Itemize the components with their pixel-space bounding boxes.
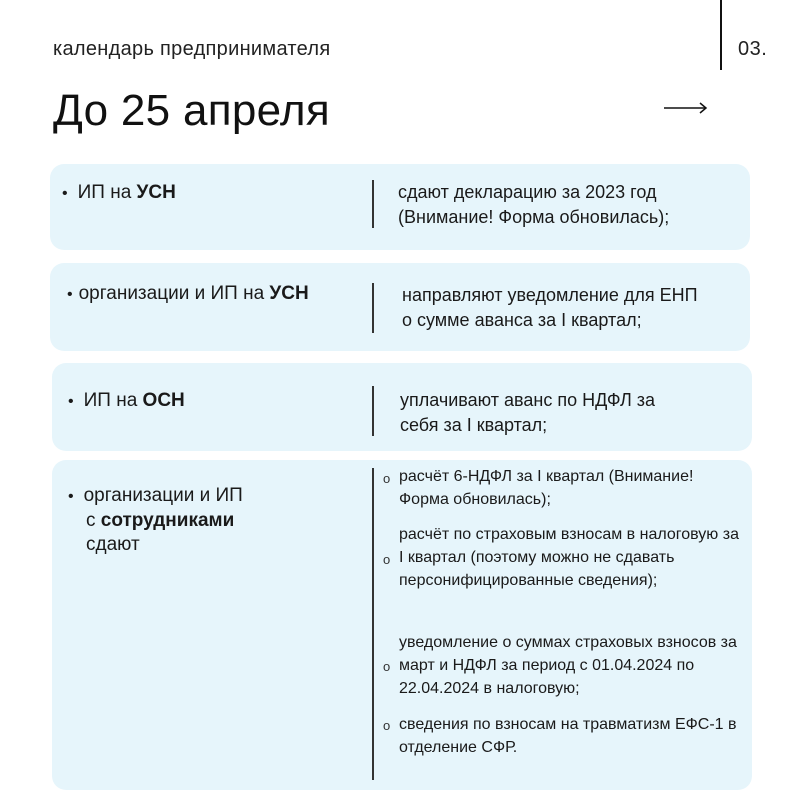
card-who	[68, 484, 243, 557]
card-who-prefix: ИП на	[83, 390, 143, 411]
card-what	[398, 180, 669, 230]
card-what	[402, 283, 698, 333]
card-who-bold: УСН	[269, 283, 309, 304]
page-number: 03.	[738, 38, 768, 60]
list-marker-icon: o	[383, 659, 391, 674]
list-marker-icon: o	[383, 718, 391, 733]
list-item: сведения по взносам на травматизм ЕФС-1 в отделение СФР.	[399, 716, 737, 756]
card-what-line: (Внимание! Форма обновилась);	[398, 207, 670, 227]
card-who-line: организации и ИП	[83, 485, 243, 506]
card-what-line: сдают декларацию за 2023 год	[398, 182, 657, 202]
bullet-icon: •	[62, 185, 68, 202]
card-separator	[372, 283, 374, 333]
header-divider	[720, 0, 722, 70]
card-who-prefix: организации и ИП на	[78, 283, 270, 304]
card-what	[400, 388, 655, 438]
deadline-card	[52, 460, 752, 790]
card-what-line: о сумме аванса за I квартал;	[402, 310, 642, 330]
deadline-card	[50, 164, 750, 250]
arrow-right-icon[interactable]	[664, 101, 708, 115]
page-title: До 25 апреля	[53, 86, 331, 135]
card-who-prefix: ИП на	[77, 182, 137, 203]
list-marker-icon: o	[383, 471, 391, 486]
card-separator	[372, 180, 374, 228]
card-who-line: сдают	[86, 534, 140, 555]
deadline-card	[52, 363, 752, 451]
card-who-prefix: с	[86, 510, 101, 531]
card-who-bold: ОСН	[142, 390, 185, 411]
deadline-card	[50, 263, 750, 351]
header-subtitle: календарь предпринимателя	[53, 38, 331, 60]
bullet-icon: •	[68, 488, 74, 505]
card-who-bold: сотрудниками	[100, 510, 235, 531]
bullet-icon: •	[68, 393, 74, 410]
list-item: уведомление о суммах страховых взносов за март и НДФЛ за период с 01.04.2024 по 22.04.2024 в налоговую;	[399, 634, 737, 697]
list-item: расчёт по страховым взносам в налоговую за I квартал (поэтому можно не сдавать персонифицированные сведения);	[399, 526, 739, 589]
card-separator	[372, 386, 374, 436]
card-who	[68, 389, 185, 414]
card-what-line: уплачивают аванс по НДФЛ за	[400, 390, 656, 410]
bullet-icon: •	[67, 286, 73, 303]
list-item: расчёт 6-НДФЛ за I квартал (Внимание! Форма обновилась);	[399, 468, 694, 508]
card-what-line: себя за I квартал;	[400, 415, 548, 435]
card-who	[62, 181, 176, 206]
card-what-line: направляют уведомление для ЕНП	[402, 285, 698, 305]
list-marker-icon: o	[383, 552, 391, 567]
card-separator	[372, 468, 374, 780]
card-who	[67, 282, 309, 307]
card-who-bold: УСН	[136, 182, 176, 203]
